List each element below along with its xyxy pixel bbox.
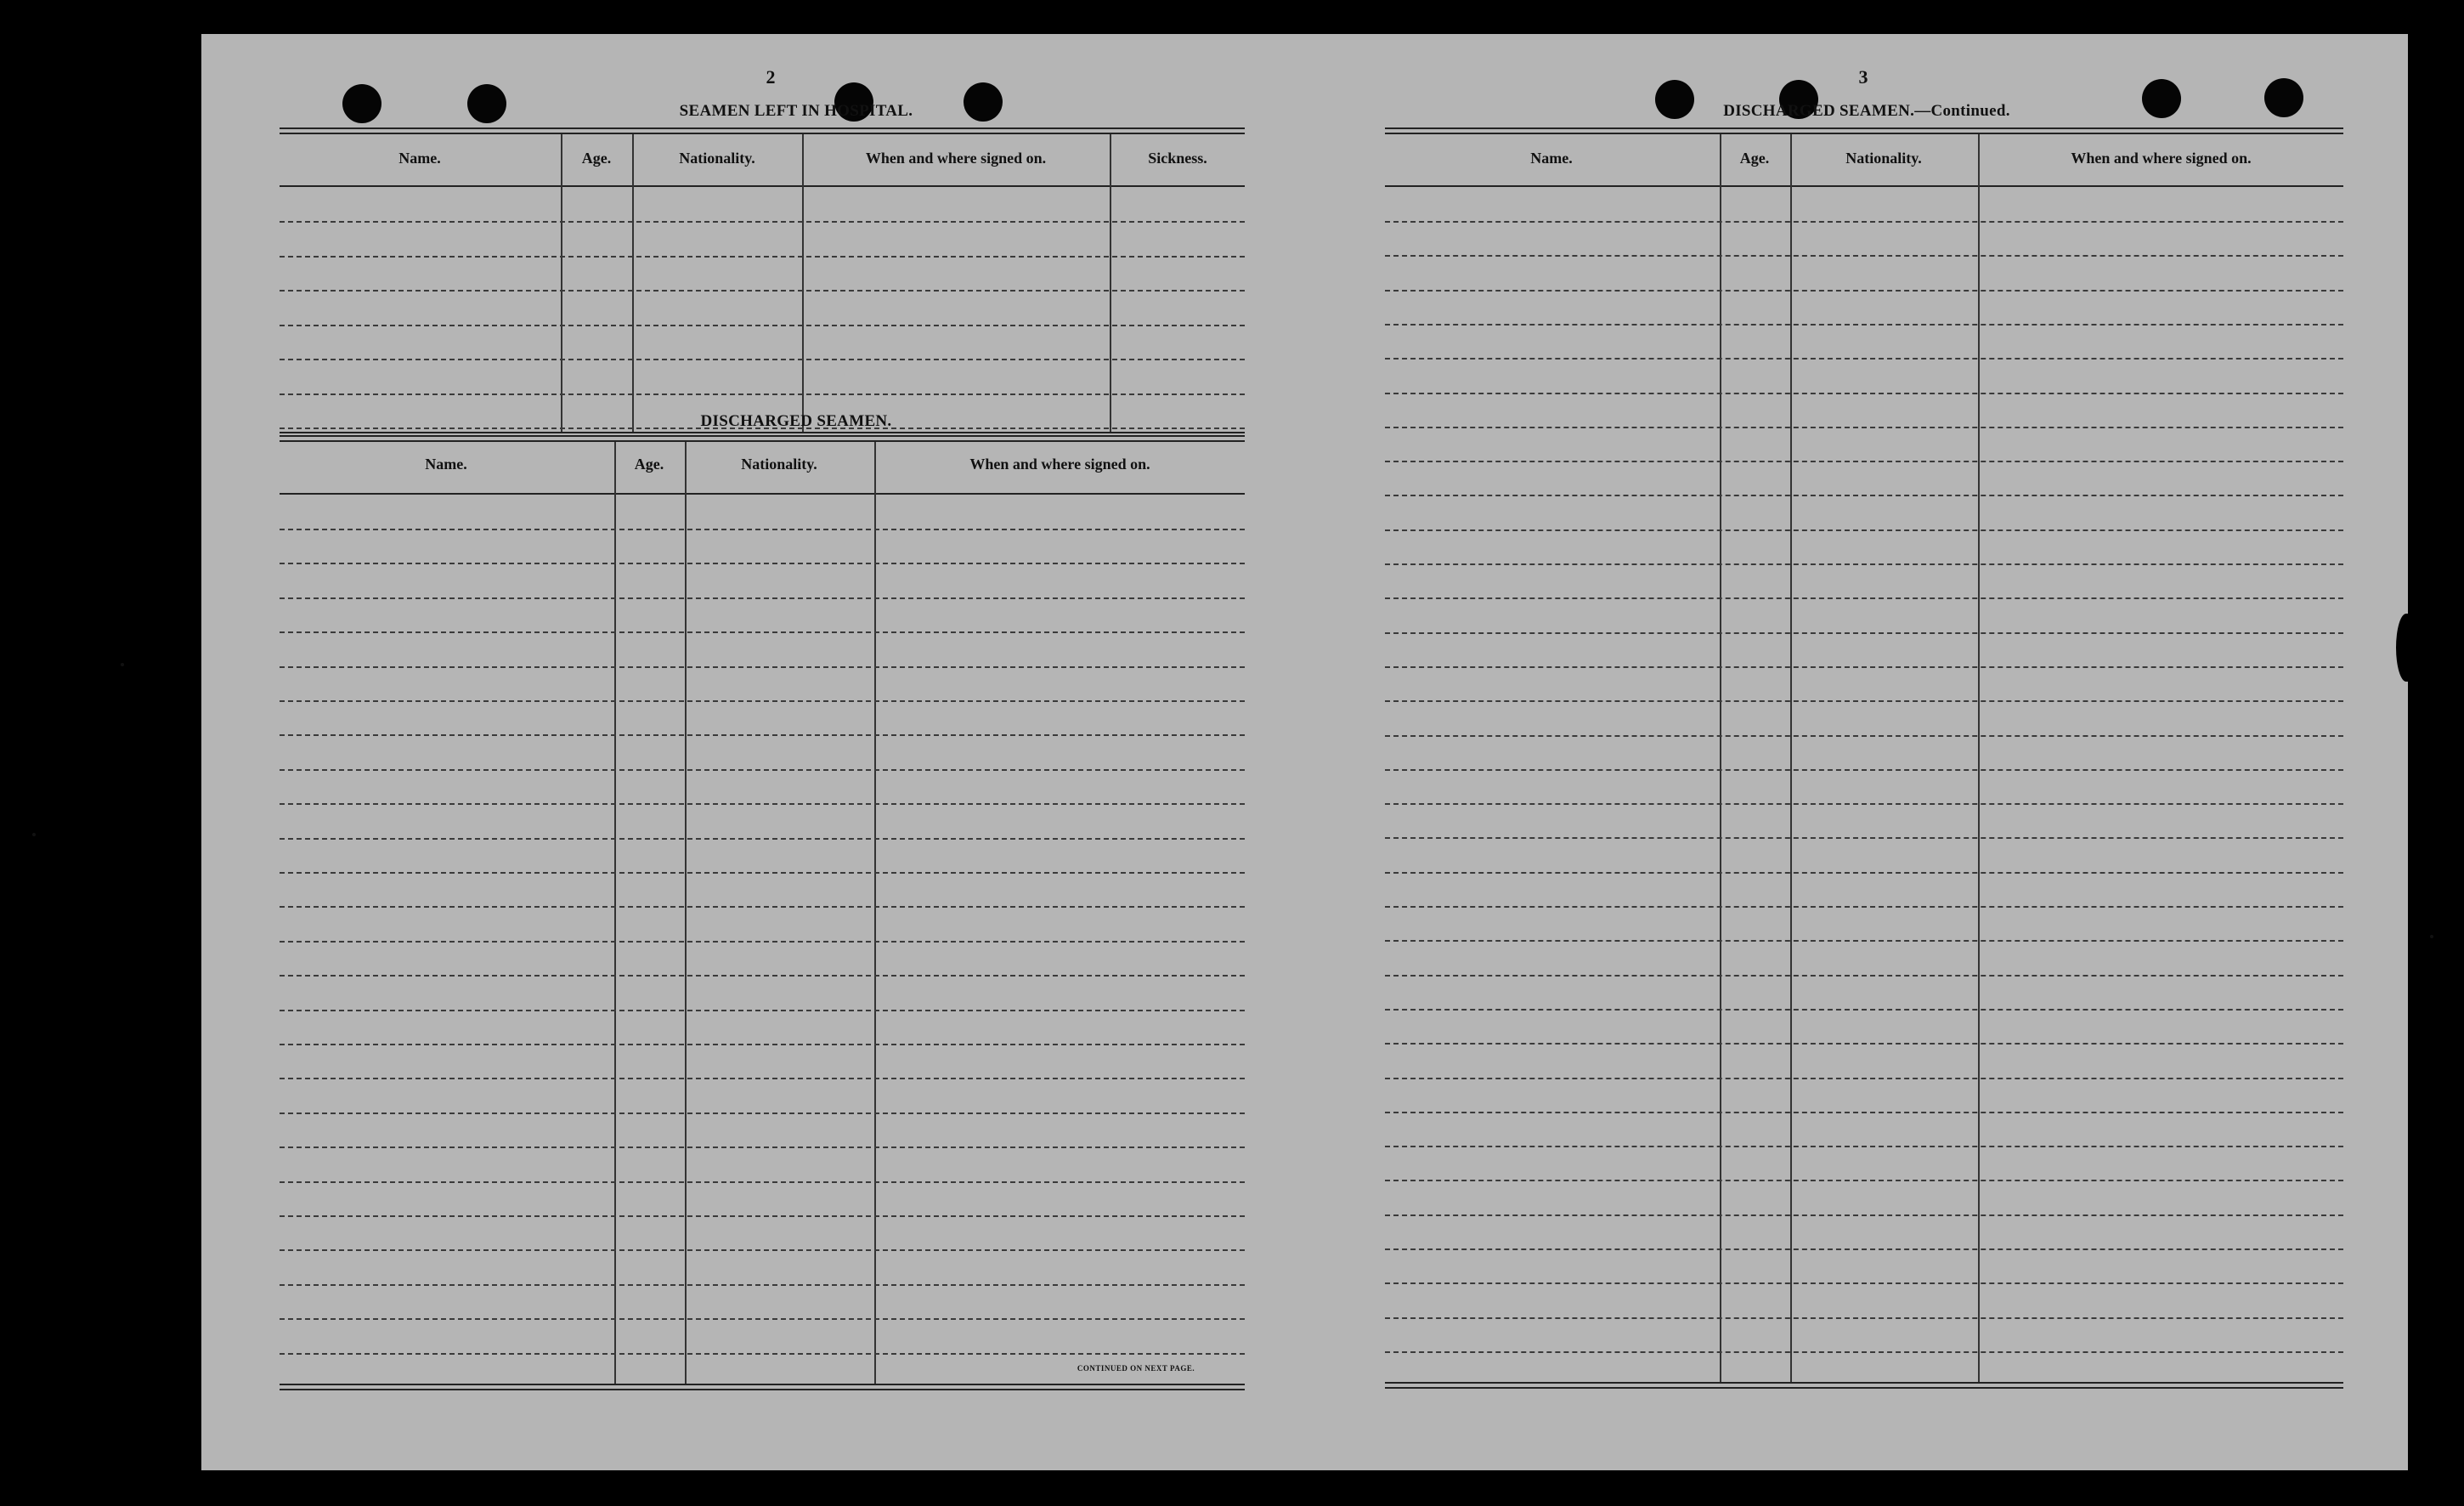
ruled-line (1385, 290, 2343, 292)
page-number-right: 3 (1858, 66, 1868, 88)
ruled-line (280, 325, 1245, 326)
ruled-line (1385, 906, 2343, 908)
hospital-col-divider (802, 134, 804, 432)
ruled-line (1385, 563, 2343, 565)
ruled-line (1385, 837, 2343, 839)
hospital-top-rule (280, 127, 1245, 129)
ruled-line (1385, 427, 2343, 428)
ruled-line (1385, 1214, 2343, 1216)
ruled-line (1385, 872, 2343, 874)
ruled-line (1385, 1112, 2343, 1113)
ruled-line (280, 700, 1245, 702)
discharged-bottom-rule (280, 1389, 1245, 1390)
ruled-line (280, 1181, 1245, 1183)
ruled-line (280, 529, 1245, 530)
ruled-line (1385, 735, 2343, 737)
ruled-line (1385, 529, 2343, 531)
discharged-col-age: Age. (634, 456, 664, 473)
discharged-header-rule (280, 493, 1245, 495)
ruled-line (280, 734, 1245, 736)
discharged-top-rule (280, 435, 1245, 437)
discharged-top-rule (280, 440, 1245, 442)
punch-hole (2264, 78, 2303, 117)
ruled-line (280, 1284, 1245, 1286)
right-col-age: Age. (1739, 150, 1770, 167)
ruled-line (280, 872, 1245, 874)
hospital-col-age: Age. (581, 150, 612, 167)
ruled-line (280, 256, 1245, 258)
ruled-line (280, 1353, 1245, 1355)
hospital-header-rule (280, 185, 1245, 187)
ruled-line (280, 906, 1245, 908)
continued-footer: CONTINUED ON NEXT PAGE. (1077, 1364, 1195, 1373)
ruled-line (1385, 666, 2343, 668)
ruled-line (1385, 393, 2343, 394)
discharged-continued-title: DISCHARGED SEAMEN.—Continued. (1723, 102, 2010, 120)
ruled-line (1385, 940, 2343, 942)
punch-hole (964, 82, 1003, 122)
ruled-line (280, 1113, 1245, 1114)
page-number-left: 2 (766, 66, 776, 88)
right-col-signed-on: When and where signed on. (2071, 150, 2252, 167)
hospital-bottom-rule (280, 432, 1245, 433)
hospital-col-signed-on: When and where signed on. (865, 150, 1047, 167)
ruled-line (1385, 597, 2343, 599)
ruled-line (280, 803, 1245, 805)
discharged-bottom-rule (280, 1384, 1245, 1385)
ruled-line (280, 393, 1245, 395)
discharged-col-signed-on: When and where signed on. (969, 456, 1150, 473)
right-col-divider (1720, 134, 1721, 1382)
ruled-line (1385, 255, 2343, 257)
page-notch (2396, 614, 2416, 682)
ruled-line (280, 1044, 1245, 1045)
form-sheet (201, 34, 2408, 1470)
discharged-section-title: DISCHARGED SEAMEN. (700, 412, 892, 430)
ruled-line (1385, 803, 2343, 805)
ruled-line (1385, 1248, 2343, 1250)
ruled-line (1385, 1317, 2343, 1319)
ruled-line (280, 975, 1245, 977)
right-top-rule (1385, 127, 2343, 129)
ruled-line (1385, 1078, 2343, 1079)
ruled-line (1385, 632, 2343, 634)
ruled-line (280, 1146, 1245, 1148)
ruled-line (280, 838, 1245, 840)
background-speck (2430, 935, 2433, 938)
ruled-line (1385, 1180, 2343, 1181)
ruled-line (280, 1078, 1245, 1079)
ruled-line (1385, 1146, 2343, 1147)
background-speck (121, 663, 124, 666)
discharged-col-divider (874, 442, 876, 1384)
ruled-line (280, 221, 1245, 223)
ruled-line (280, 1215, 1245, 1217)
ruled-line (280, 941, 1245, 943)
ruled-line (280, 666, 1245, 668)
ruled-line (1385, 1351, 2343, 1353)
hospital-col-sickness: Sickness. (1148, 150, 1207, 167)
right-bottom-rule (1385, 1387, 2343, 1389)
right-header-rule (1385, 185, 2343, 187)
hospital-col-divider (1110, 134, 1111, 432)
discharged-col-nationality: Nationality. (741, 456, 817, 473)
ruled-line (1385, 221, 2343, 223)
punch-hole (342, 84, 381, 123)
hospital-col-divider (632, 134, 634, 432)
punch-hole (467, 84, 506, 123)
right-col-divider (1978, 134, 1980, 1382)
punch-hole (2142, 79, 2181, 118)
ruled-line (1385, 769, 2343, 771)
ruled-line (1385, 975, 2343, 977)
ruled-line (280, 359, 1245, 360)
ruled-line (1385, 1282, 2343, 1284)
discharged-col-divider (685, 442, 687, 1384)
right-col-divider (1790, 134, 1792, 1382)
hospital-top-rule (280, 133, 1245, 134)
discharged-col-divider (614, 442, 616, 1384)
ruled-line (1385, 358, 2343, 360)
discharged-col-name: Name. (425, 456, 467, 473)
hospital-col-name: Name. (398, 150, 441, 167)
ruled-line (280, 1318, 1245, 1320)
right-bottom-rule (1385, 1382, 2343, 1384)
hospital-section-title: SEAMEN LEFT IN HOSPITAL. (679, 102, 913, 120)
ruled-line (280, 631, 1245, 633)
ruled-line (280, 1249, 1245, 1251)
ruled-line (1385, 324, 2343, 326)
ruled-line (280, 290, 1245, 292)
ruled-line (280, 1010, 1245, 1011)
ruled-line (1385, 1043, 2343, 1045)
ruled-line (280, 597, 1245, 599)
ruled-line (1385, 1009, 2343, 1011)
right-top-rule (1385, 133, 2343, 134)
ruled-line (1385, 461, 2343, 462)
right-col-name: Name. (1530, 150, 1573, 167)
ruled-line (1385, 700, 2343, 702)
ruled-line (280, 563, 1245, 564)
ruled-line (1385, 495, 2343, 496)
background-speck (32, 833, 36, 836)
hospital-col-nationality: Nationality. (679, 150, 755, 167)
ruled-line (280, 769, 1245, 771)
hospital-col-divider (561, 134, 562, 432)
right-col-nationality: Nationality. (1845, 150, 1922, 167)
